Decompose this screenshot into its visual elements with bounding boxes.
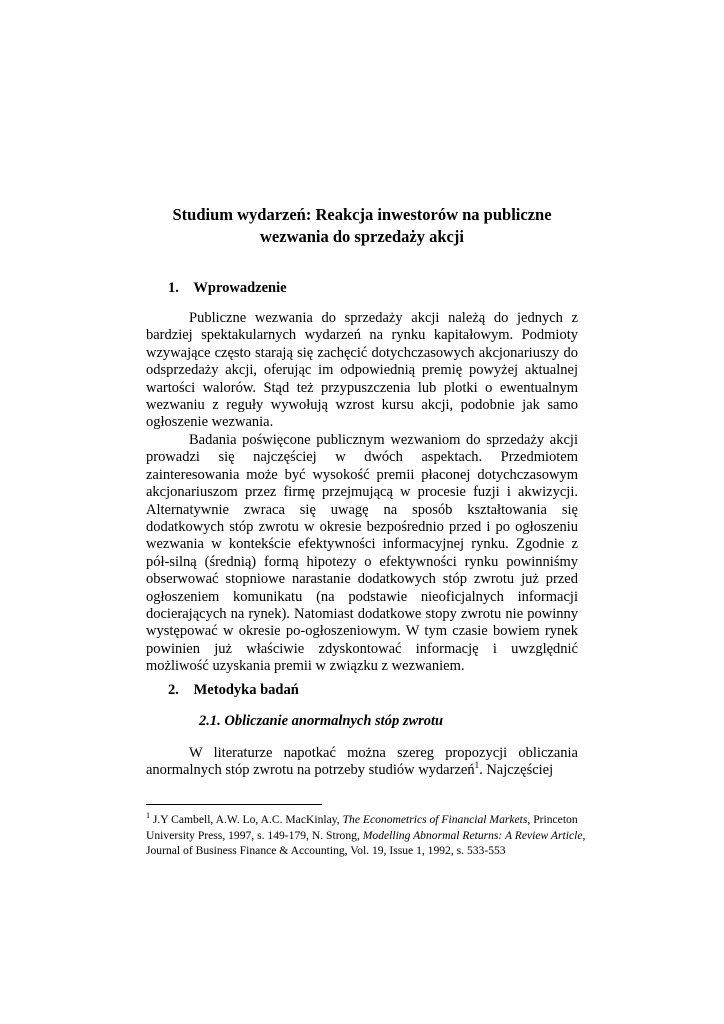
section-1-paragraph-2: Badania poświęcone publicznym wezwaniom do sprzedaży akcji prowadzi się najczęściej w dwóch aspektach. Przedmiotem zainteresowania może być wysokość premii płaconej dotychczasowym akcjonariuszom przez firmę przejmującą w procesie fuzji i akwizycji. Alternatywnie zwraca się uwagę na sposób kształtowania się dodatkowych stóp zwrotu w okresie bezpośrednio przed i po ogłoszeniu wezwania w kontekście efektywności informacyjnej rynku. Zgodnie z pół-silną (średnią) formą hipotezy o efektywności rynku powinniśmy obserwować stopniowe narastanie dodatkowych stóp zwrotu już przed ogłoszeniem komunikatu (na podstawie nieoficjalnych informacji docierających na rynek). Natomiast dodatkowe stopy zwrotu nie powinny występować w okresie po-ogłoszeniowym. W tym czasie bowiem rynek powinien już właściwie zdyskontować informację i uwzględnić możliwość uzyskania premii w związku z wezwaniem. (146, 432, 578, 675)
footnote-text-part-3: , Journal of Business Finance & Accounting, Vol. 19, Issue 1, 1992, s. 533-553 (146, 828, 586, 858)
section-1-title: Wprowadzenie (193, 280, 287, 296)
footnote-divider (146, 804, 322, 805)
section-2-paragraph-1-text: W literaturze napotkać można szereg propozycji obliczania anormalnych stóp zwrotu na potrzeby studiów wydarzeń (146, 745, 578, 779)
footnote-mark: 1 (146, 811, 150, 821)
title-line-1: Studium wydarzeń: Reakcja inwestorów na publiczne (172, 205, 552, 224)
section-2-paragraph-1 (146, 745, 578, 780)
footnote-reference-1: 1 (474, 760, 480, 771)
section-2-heading (168, 681, 299, 699)
section-1-paragraph-1: Publiczne wezwania do sprzedaży akcji należą do jednych z bardziej spektakularnych wydarzeń na rynku kapitałowym. Podmioty wzywające często starają się zachęcić dotychczasowych akcjonariuszy do odsprzedaży akcji, oferując im odpowiednią premię powyżej aktualnej wartości walorów. Stąd też przypuszczenia lub plotki o ewentualnym wezwaniu z reguły wywołują wzrost kursu akcji, podobnie jak samo ogłoszenie wezwania. (146, 310, 578, 431)
footnote-text-part-2: , Princeton University Press, 1997, s. 149-179, N. Strong, (146, 813, 578, 842)
subsection-2-1-heading: 2.1. Obliczanie anormalnych stóp zwrotu (199, 713, 444, 729)
section-1-heading (168, 279, 287, 297)
section-2-number: 2. (168, 682, 179, 698)
section-1-number: 1. (168, 280, 179, 296)
footnote-1 (146, 812, 586, 859)
document-title (120, 204, 604, 248)
footnote-text-part-1: J.Y Cambell, A.W. Lo, A.C. MacKinlay, (150, 813, 343, 826)
section-2-paragraph-1-text-end: . Najczęściej (479, 762, 554, 779)
section-2-title: Metodyka badań (193, 682, 299, 698)
footnote-article-title: Modelling Abnormal Returns: A Review Article (362, 828, 583, 842)
footnote-book-title: The Econometrics of Financial Markets (342, 813, 528, 826)
title-line-2: wezwania do sprzedaży akcji (260, 227, 464, 246)
